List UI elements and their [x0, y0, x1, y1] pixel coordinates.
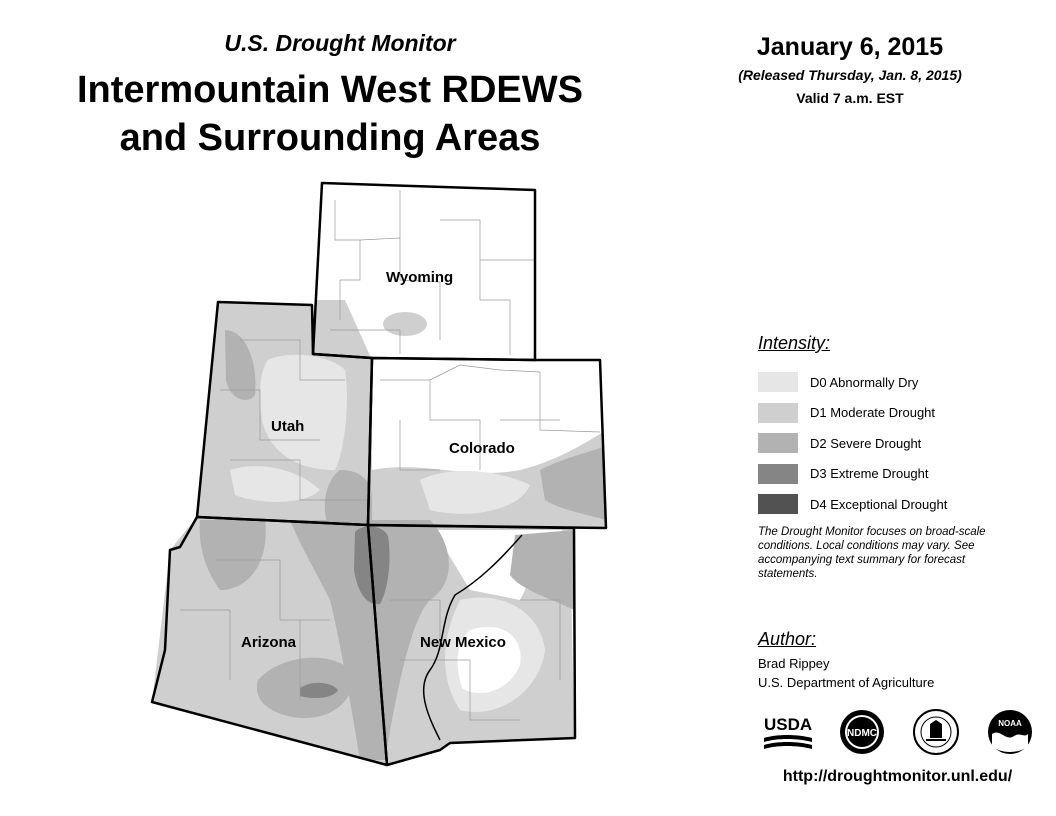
- disclaimer-note: The Drought Monitor focuses on broad-scale conditions. Local conditions may vary. See accompanying text summary for forecast statements.: [758, 526, 986, 580]
- legend-swatch-d1: [758, 403, 798, 423]
- legend-label-d4: D4 Exceptional Drought: [810, 496, 948, 512]
- ndmc-logo: [836, 708, 888, 756]
- map-title: [20, 66, 640, 162]
- d1-area-wyoming: [383, 312, 427, 336]
- noaa-logo-text: NOAA: [998, 719, 1022, 728]
- state-label-wyoming: Wyoming: [386, 269, 454, 286]
- legend-item-d0: [758, 367, 947, 398]
- agency-logos: [762, 708, 1036, 756]
- drought-monitor-url[interactable]: http://droughtmonitor.unl.edu/: [782, 768, 1013, 785]
- legend-item-d2: [758, 428, 947, 459]
- map-subtitle: U.S. Drought Monitor: [224, 30, 456, 56]
- author-heading: Author:: [758, 629, 817, 649]
- release-date: (Released Thursday, Jan. 8, 2015): [738, 67, 962, 83]
- legend-label-d2: D2 Severe Drought: [810, 435, 922, 451]
- legend-swatch-d2: [758, 433, 798, 453]
- legend-swatch-d0: [758, 372, 798, 392]
- drought-map: [140, 175, 620, 775]
- ndmc-logo-text: NDMC: [847, 728, 877, 739]
- commerce-seal-logo: [910, 708, 962, 756]
- legend: [758, 367, 947, 520]
- usda-logo: [762, 708, 814, 756]
- legend-item-d3: [758, 459, 947, 490]
- legend-item-d4: [758, 489, 947, 520]
- legend-title: Intensity:: [758, 333, 831, 353]
- state-label-utah: Utah: [271, 418, 305, 435]
- author-name: Brad Rippey: [758, 656, 830, 671]
- title-line-2: and Surrounding Areas: [119, 117, 541, 159]
- legend-label-d1: D1 Moderate Drought: [810, 405, 936, 421]
- legend-label-d0: D0 Abnormally Dry: [810, 374, 919, 390]
- state-label-arizona: Arizona: [241, 634, 297, 651]
- noaa-logo: [984, 708, 1036, 756]
- title-line-1: Intermountain West RDEWS: [77, 69, 583, 111]
- valid-time: Valid 7 a.m. EST: [796, 90, 904, 106]
- legend-item-d1: [758, 398, 947, 429]
- state-label-colorado: Colorado: [449, 440, 515, 457]
- legend-swatch-d4: [758, 494, 798, 514]
- state-label-newmexico: New Mexico: [420, 634, 506, 651]
- usda-logo-text: USDA: [764, 715, 813, 734]
- legend-label-d3: D3 Extreme Drought: [810, 466, 929, 482]
- drought-intensity-layer: [150, 300, 606, 770]
- map-date: January 6, 2015: [756, 33, 944, 61]
- author-organization: U.S. Department of Agriculture: [758, 675, 935, 690]
- legend-swatch-d3: [758, 464, 798, 484]
